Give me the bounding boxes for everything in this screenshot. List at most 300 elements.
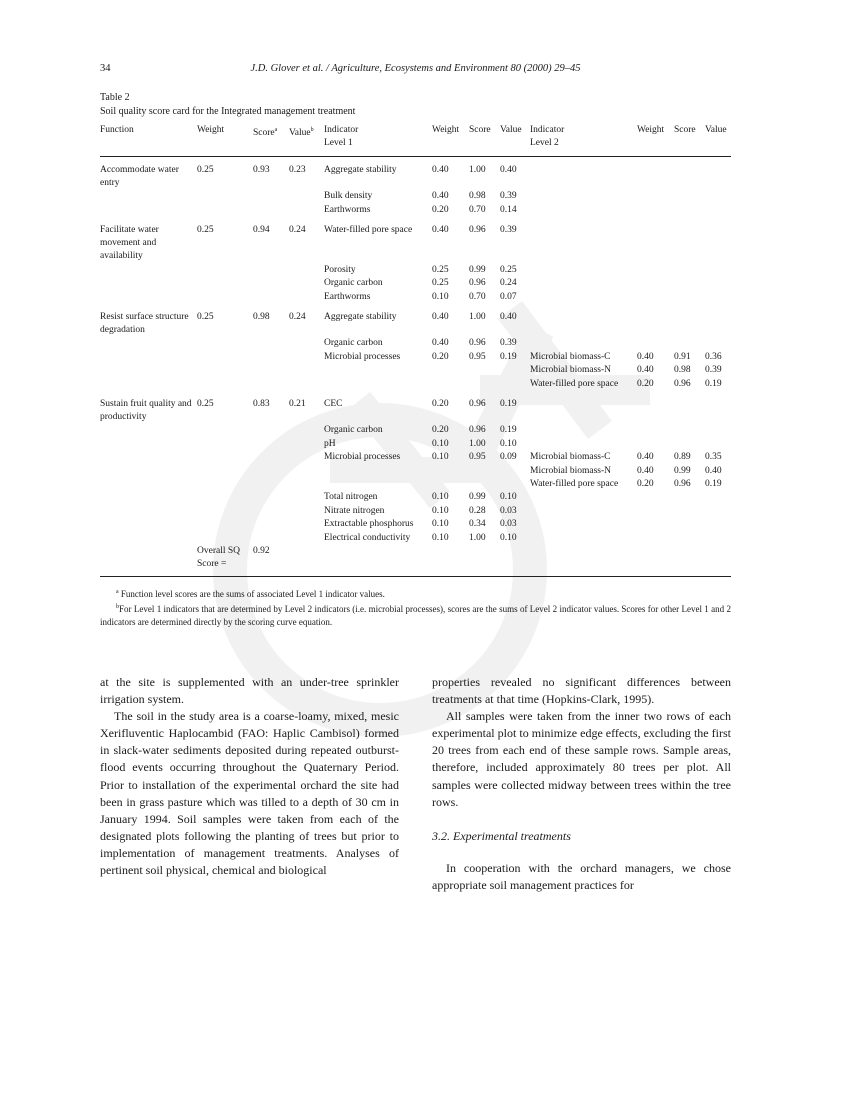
cell-weight1: 0.10 — [432, 492, 449, 503]
cell-function — [100, 518, 197, 531]
cell-value — [289, 478, 324, 491]
header-indicator-level1: Indicator Level 1 — [324, 124, 432, 157]
cell-weight2 — [637, 424, 674, 437]
cell-value: 0.24 — [289, 224, 306, 235]
cell-indicator-level2: Water-filled pore space — [530, 478, 619, 489]
running-title: J.D. Glover et al. / Agriculture, Ecosystems and Environment 80 (2000) 29–45 — [250, 63, 581, 74]
cell-score2 — [674, 264, 705, 277]
cell-score — [253, 424, 289, 437]
table-row — [100, 398, 731, 425]
cell-indicator-level2: Microbial biomass-N — [530, 465, 612, 476]
cell-indicator-level1: Extractable phosphorus — [324, 519, 414, 530]
table-row — [100, 311, 731, 338]
cell-function — [100, 532, 197, 545]
cell-value1: 0.39 — [500, 191, 517, 202]
cell-score1: 0.99 — [469, 492, 486, 503]
cell-weight1: 0.10 — [432, 452, 449, 463]
cell-value1 — [500, 364, 530, 377]
table-row — [100, 204, 731, 217]
cell-score2: 0.99 — [674, 465, 691, 476]
table-row — [100, 465, 731, 478]
cell-score: 0.94 — [253, 224, 270, 235]
cell-score — [253, 451, 289, 464]
cell-indicator-level1: Organic carbon — [324, 425, 383, 436]
cell-weight1 — [432, 378, 469, 391]
cell-weight — [197, 424, 253, 437]
cell-weight2 — [637, 398, 674, 425]
cell-value1: 0.10 — [500, 438, 517, 449]
cell-weight1: 0.40 — [432, 338, 449, 349]
cell-value2 — [705, 164, 731, 191]
cell-value2: 0.40 — [705, 465, 722, 476]
cell-weight2 — [637, 224, 674, 264]
cell-value — [289, 532, 324, 545]
cell-indicator-level2 — [530, 424, 637, 437]
header-score1: Score — [469, 124, 500, 157]
cell-value2 — [705, 224, 731, 264]
cell-weight: 0.25 — [197, 398, 214, 409]
cell-value1 — [500, 465, 530, 478]
header-weight2: Weight — [637, 124, 674, 157]
cell-value2 — [705, 311, 731, 338]
cell-score1: 0.70 — [469, 204, 486, 215]
table-row — [100, 451, 731, 464]
cell-value1: 0.14 — [500, 204, 517, 215]
cell-score1: 0.96 — [469, 398, 486, 409]
cell-score1 — [469, 478, 500, 491]
overall-score-label: Overall SQ Score = — [197, 545, 253, 576]
table-body — [100, 157, 731, 577]
table-row — [100, 224, 731, 264]
cell-function — [100, 291, 197, 304]
cell-score1 — [469, 465, 500, 478]
cell-indicator-level2 — [530, 505, 637, 518]
cell-score1: 0.95 — [469, 351, 486, 362]
cell-indicator-level1: Total nitrogen — [324, 492, 378, 503]
cell-value2 — [705, 190, 731, 203]
table-row — [100, 438, 731, 451]
cell-score1: 1.00 — [469, 532, 486, 543]
cell-score1: 0.96 — [469, 425, 486, 436]
cell-value2 — [705, 491, 731, 504]
paragraph: properties revealed no significant differences between treatments at that time (Hopkins-Clark, 1995). — [432, 675, 731, 707]
cell-weight1: 0.10 — [432, 519, 449, 530]
cell-value1: 0.40 — [500, 311, 517, 322]
cell-value1: 0.10 — [500, 492, 517, 503]
cell-score — [253, 518, 289, 531]
cell-indicator-level2 — [530, 277, 637, 290]
table-row — [100, 518, 731, 531]
cell-score — [253, 337, 289, 350]
cell-value — [289, 424, 324, 437]
cell-weight2 — [637, 291, 674, 304]
cell-weight — [197, 378, 253, 391]
body-column-left — [100, 674, 399, 879]
cell-weight1: 0.40 — [432, 191, 449, 202]
overall-score-row — [100, 545, 731, 576]
cell-score1 — [469, 378, 500, 391]
page-number: 34 — [100, 63, 111, 74]
cell-value — [289, 190, 324, 203]
cell-value2 — [705, 204, 731, 217]
cell-score2 — [674, 311, 705, 338]
cell-value1: 0.24 — [500, 278, 517, 289]
table-row — [100, 164, 731, 191]
cell-function — [100, 364, 197, 377]
cell-weight2 — [637, 438, 674, 451]
table-row — [100, 337, 731, 350]
cell-value2 — [705, 505, 731, 518]
cell-score2: 0.91 — [674, 351, 691, 362]
cell-indicator-level2 — [530, 204, 637, 217]
cell-weight — [197, 264, 253, 277]
table-row — [100, 351, 731, 364]
cell-value2 — [705, 337, 731, 350]
cell-weight1 — [432, 478, 469, 491]
header-score: Score$^a$ — [253, 124, 289, 157]
body-column-right — [432, 674, 731, 894]
cell-score2 — [674, 291, 705, 304]
cell-weight1: 0.20 — [432, 351, 449, 362]
paragraph: All samples were taken from the inner two rows of each experimental plot to minimize edge effects, excluding the first 20 trees from each end of these sample rows. Sample areas, therefore, included approximately 80 trees per plot. All samples were collected midway between trees within the tree rows. — [432, 709, 731, 809]
cell-value2: 0.19 — [705, 478, 722, 489]
cell-value — [289, 465, 324, 478]
cell-value: 0.23 — [289, 164, 306, 175]
cell-value2 — [705, 277, 731, 290]
cell-weight2: 0.40 — [637, 452, 654, 463]
cell-score1: 0.96 — [469, 338, 486, 349]
cell-indicator-level2 — [530, 264, 637, 277]
cell-function — [100, 505, 197, 518]
cell-indicator-level1 — [324, 364, 432, 377]
cell-function — [100, 378, 197, 391]
cell-score — [253, 351, 289, 364]
cell-indicator-level2: Microbial biomass-N — [530, 365, 612, 376]
footnote-a: $^a$ Function level scores are the sums of associated Level 1 indicator values. — [116, 589, 385, 599]
cell-value2: 0.35 — [705, 452, 722, 463]
cell-value1: 0.03 — [500, 519, 517, 530]
cell-weight — [197, 351, 253, 364]
header-value2: Value — [705, 124, 731, 157]
table-row — [100, 190, 731, 203]
cell-value2 — [705, 518, 731, 531]
cell-weight — [197, 505, 253, 518]
cell-score1: 0.28 — [469, 505, 486, 516]
cell-value — [289, 378, 324, 391]
cell-score2 — [674, 424, 705, 437]
cell-value — [289, 451, 324, 464]
cell-value1: 0.25 — [500, 264, 517, 275]
cell-indicator-level1 — [324, 478, 432, 491]
cell-weight2 — [637, 505, 674, 518]
cell-value2 — [705, 438, 731, 451]
cell-indicator-level1: Earthworms — [324, 291, 371, 302]
cell-score — [253, 465, 289, 478]
cell-weight1: 0.10 — [432, 438, 449, 449]
cell-weight1: 0.10 — [432, 505, 449, 516]
cell-indicator-level2 — [530, 491, 637, 504]
cell-weight1: 0.20 — [432, 425, 449, 436]
cell-weight: 0.25 — [197, 164, 214, 175]
cell-weight — [197, 491, 253, 504]
table-row — [100, 505, 731, 518]
cell-score1: 0.95 — [469, 452, 486, 463]
cell-value1: 0.03 — [500, 505, 517, 516]
cell-value2 — [705, 424, 731, 437]
cell-value1: 0.39 — [500, 338, 517, 349]
spacer-row — [100, 157, 731, 164]
cell-score2 — [674, 204, 705, 217]
cell-score1: 0.34 — [469, 519, 486, 530]
cell-value — [289, 264, 324, 277]
cell-weight — [197, 451, 253, 464]
cell-indicator-level1 — [324, 378, 432, 391]
cell-score1: 0.99 — [469, 264, 486, 275]
table-header-row — [100, 124, 731, 157]
cell-value1 — [500, 378, 530, 391]
cell-weight — [197, 518, 253, 531]
cell-indicator-level1: Microbial processes — [324, 351, 401, 362]
table-row — [100, 424, 731, 437]
cell-value — [289, 337, 324, 350]
cell-indicator-level1 — [324, 465, 432, 478]
cell-function — [100, 190, 197, 203]
cell-indicator-level1: Nitrate nitrogen — [324, 505, 385, 516]
cell-score1: 1.00 — [469, 438, 486, 449]
cell-indicator-level2 — [530, 311, 637, 338]
cell-weight1: 0.10 — [432, 291, 449, 302]
table-row — [100, 364, 731, 377]
cell-weight2 — [637, 190, 674, 203]
table-row — [100, 478, 731, 491]
cell-score — [253, 532, 289, 545]
cell-indicator-level1: Porosity — [324, 264, 356, 275]
cell-score: 0.83 — [253, 398, 270, 409]
cell-weight2 — [637, 532, 674, 545]
cell-score — [253, 204, 289, 217]
paragraph: The soil in the study area is a coarse-loamy, mixed, mesic Xerifluventic Haplocambid (FAO: Haplic Cambisol) formed in slack-water sediments deposited during repeated outburst-flood events occurring throughout the Quaternary Period. Prior to installation of the experimental orchard the site had been in grass pasture which was tilled to a depth of 30 cm in January 1994. Soil samples were taken from each of the designated plots following the planting of trees but prior to implementation of management treatments. Analyses of pertinent soil physical, chemical and biological — [100, 709, 399, 878]
cell-value2 — [705, 532, 731, 545]
cell-weight1 — [432, 364, 469, 377]
cell-value1: 0.40 — [500, 164, 517, 175]
table-label: Table 2 — [100, 92, 130, 103]
cell-value1: 0.07 — [500, 291, 517, 302]
cell-weight2: 0.20 — [637, 378, 654, 389]
cell-function — [100, 337, 197, 350]
cell-indicator-level2 — [530, 291, 637, 304]
cell-weight1: 0.20 — [432, 398, 449, 409]
cell-weight2: 0.40 — [637, 365, 654, 376]
cell-value — [289, 491, 324, 504]
cell-score — [253, 505, 289, 518]
table-row — [100, 264, 731, 277]
cell-function — [100, 204, 197, 217]
cell-score2 — [674, 491, 705, 504]
cell-function — [100, 478, 197, 491]
cell-weight1: 0.40 — [432, 224, 449, 235]
cell-indicator-level1: Organic carbon — [324, 278, 383, 289]
cell-function — [100, 451, 197, 464]
cell-score2 — [674, 518, 705, 531]
cell-indicator-level2 — [530, 438, 637, 451]
cell-value: 0.24 — [289, 311, 306, 322]
cell-score2 — [674, 438, 705, 451]
header-weight: Weight — [197, 124, 253, 157]
cell-weight2 — [637, 164, 674, 191]
cell-indicator-level2 — [530, 532, 637, 545]
cell-score — [253, 438, 289, 451]
cell-value: 0.21 — [289, 398, 306, 409]
cell-indicator-level1: Earthworms — [324, 204, 371, 215]
cell-weight2: 0.20 — [637, 478, 654, 489]
cell-value1: 0.19 — [500, 425, 517, 436]
header-function: Function — [100, 124, 197, 157]
cell-weight2 — [637, 518, 674, 531]
cell-weight2 — [637, 277, 674, 290]
cell-score2 — [674, 190, 705, 203]
cell-score2 — [674, 224, 705, 264]
cell-value — [289, 291, 324, 304]
header-value: Value$^b$ — [289, 124, 324, 157]
cell-weight — [197, 438, 253, 451]
cell-indicator-level2 — [530, 164, 637, 191]
cell-score2 — [674, 164, 705, 191]
table-caption-text: Soil quality score card for the Integrated management treatment — [100, 106, 356, 117]
cell-score2: 0.96 — [674, 378, 691, 389]
cell-score — [253, 277, 289, 290]
cell-score — [253, 364, 289, 377]
cell-indicator-level2 — [530, 398, 637, 425]
cell-weight2: 0.40 — [637, 465, 654, 476]
cell-weight1: 0.25 — [432, 264, 449, 275]
cell-score — [253, 291, 289, 304]
cell-score2: 0.98 — [674, 365, 691, 376]
cell-indicator-level1: Microbial processes — [324, 452, 401, 463]
cell-value2 — [705, 398, 731, 425]
cell-weight — [197, 532, 253, 545]
table-row — [100, 291, 731, 304]
cell-function: Facilitate water movement and availability — [100, 224, 159, 262]
header-score2: Score — [674, 124, 705, 157]
cell-value1: 0.19 — [500, 351, 517, 362]
cell-score1: 1.00 — [469, 164, 486, 175]
cell-weight — [197, 364, 253, 377]
cell-indicator-level1: Bulk density — [324, 191, 373, 202]
cell-weight: 0.25 — [197, 224, 214, 235]
cell-indicator-level1: CEC — [324, 398, 343, 409]
table-row — [100, 277, 731, 290]
cell-function — [100, 491, 197, 504]
cell-indicator-level2 — [530, 518, 637, 531]
cell-indicator-level1: Organic carbon — [324, 338, 383, 349]
cell-function — [100, 465, 197, 478]
cell-weight1: 0.40 — [432, 311, 449, 322]
cell-score1: 0.98 — [469, 191, 486, 202]
cell-score2 — [674, 505, 705, 518]
cell-weight — [197, 337, 253, 350]
cell-indicator-level1: pH — [324, 438, 336, 449]
cell-function — [100, 351, 197, 364]
cell-value2: 0.39 — [705, 365, 722, 376]
cell-score: 0.93 — [253, 164, 270, 175]
cell-function: Resist surface structure degradation — [100, 311, 189, 335]
cell-indicator-level2 — [530, 337, 637, 350]
cell-value — [289, 505, 324, 518]
paragraph: In cooperation with the orchard managers, we chose appropriate soil management practices for — [432, 860, 731, 892]
cell-score1: 0.70 — [469, 291, 486, 302]
cell-indicator-level1: Aggregate stability — [324, 311, 397, 322]
cell-value1: 0.39 — [500, 224, 517, 235]
cell-weight1: 0.25 — [432, 278, 449, 289]
cell-value — [289, 438, 324, 451]
cell-function — [100, 277, 197, 290]
cell-score2 — [674, 398, 705, 425]
cell-indicator-level1: Electrical conductivity — [324, 532, 411, 543]
table-row — [100, 532, 731, 545]
cell-weight2 — [637, 264, 674, 277]
cell-weight — [197, 291, 253, 304]
cell-weight2 — [637, 204, 674, 217]
cell-weight — [197, 204, 253, 217]
cell-score2 — [674, 337, 705, 350]
cell-indicator-level2 — [530, 190, 637, 203]
header-weight1: Weight — [432, 124, 469, 157]
cell-weight1: 0.10 — [432, 532, 449, 543]
cell-value1: 0.09 — [500, 452, 517, 463]
cell-value — [289, 277, 324, 290]
cell-score2 — [674, 532, 705, 545]
cell-score — [253, 491, 289, 504]
cell-score — [253, 190, 289, 203]
cell-indicator-level2: Microbial biomass-C — [530, 351, 611, 362]
cell-weight — [197, 478, 253, 491]
cell-function — [100, 438, 197, 451]
cell-indicator-level1: Aggregate stability — [324, 164, 397, 175]
cell-value2: 0.19 — [705, 378, 722, 389]
cell-weight1 — [432, 465, 469, 478]
cell-value1 — [500, 478, 530, 491]
cell-weight — [197, 277, 253, 290]
cell-function — [100, 264, 197, 277]
cell-score2 — [674, 277, 705, 290]
cell-indicator-level1: Water-filled pore space — [324, 224, 413, 235]
cell-score — [253, 378, 289, 391]
cell-value2 — [705, 264, 731, 277]
cell-function — [100, 424, 197, 437]
cell-function: Sustain fruit quality and productivity — [100, 398, 192, 422]
section-heading: 3.2. Experimental treatments — [432, 828, 571, 843]
cell-value — [289, 518, 324, 531]
cell-value1: 0.10 — [500, 532, 517, 543]
cell-function: Accommodate water entry — [100, 164, 179, 188]
overall-score-value: 0.92 — [253, 545, 289, 576]
score-card-table — [100, 124, 731, 577]
paragraph: at the site is supplemented with an under-tree sprinkler irrigation system. — [100, 675, 399, 707]
table-row — [100, 378, 731, 391]
cell-score — [253, 264, 289, 277]
cell-score1: 0.96 — [469, 224, 486, 235]
cell-weight — [197, 465, 253, 478]
cell-weight2 — [637, 311, 674, 338]
cell-score1: 1.00 — [469, 311, 486, 322]
cell-weight — [197, 190, 253, 203]
table-footnotes — [100, 586, 731, 629]
cell-score: 0.98 — [253, 311, 270, 322]
cell-score1 — [469, 364, 500, 377]
cell-value — [289, 364, 324, 377]
cell-weight: 0.25 — [197, 311, 214, 322]
cell-weight1: 0.20 — [432, 204, 449, 215]
